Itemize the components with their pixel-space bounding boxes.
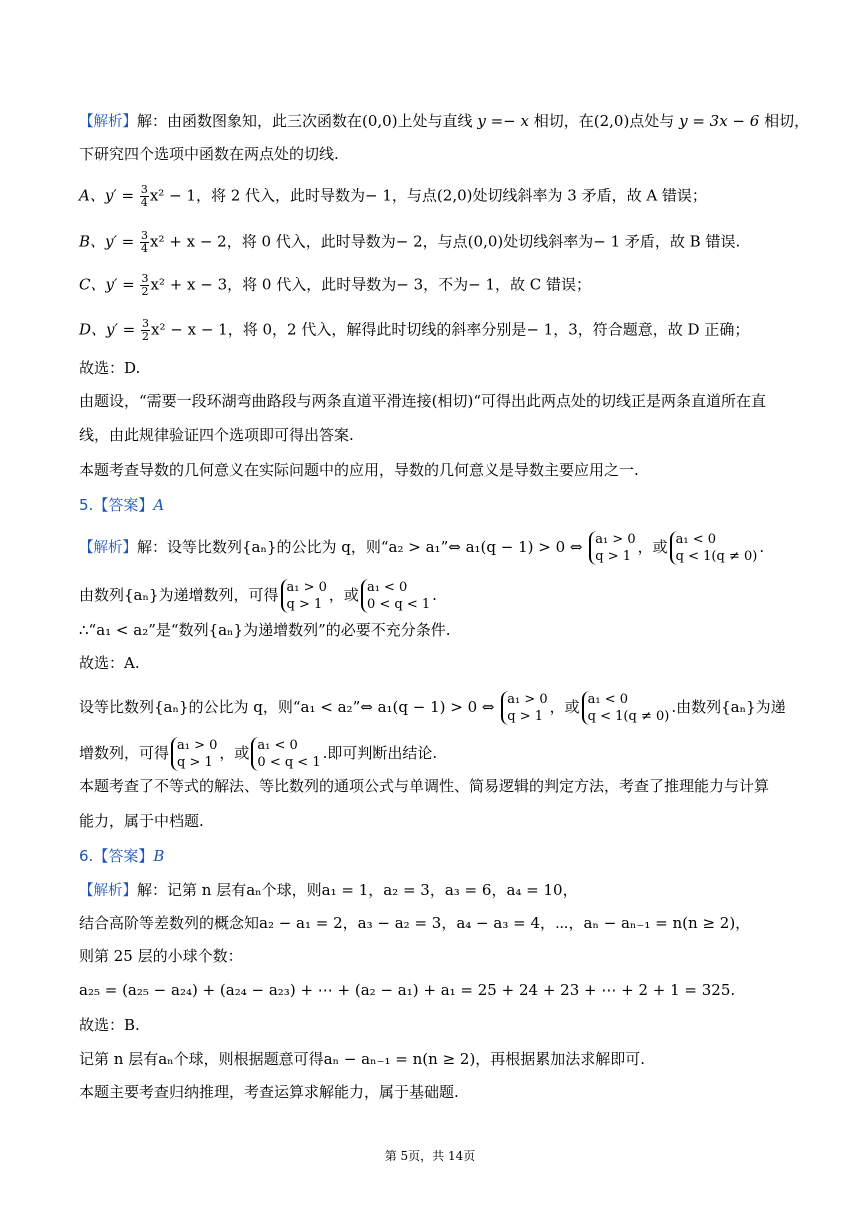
fraction: $\frac{3}{2}$ bbox=[141, 272, 149, 298]
q5-answer-line: 5.【答案】A bbox=[79, 496, 165, 514]
q6-choose: 故选：B. bbox=[79, 1016, 140, 1034]
q4-option-b: B、y′ = $\frac{3}{4}$ x² + x − 2，将 0 代入，此时导数为− 2，与点(0,0)处切线斜率为− 1 矛盾，故 B 错误. bbox=[79, 229, 741, 255]
q5-summary-line-1: 设等比数列{aₙ}的公比为 q，则“a₁ < a₂”⇔ a₁(q − 1) > 0 ⇔ a₁ > 0 q > 1 ，或 a₁ < 0 q < 1(q ≠ 0) .由数列{aₙ}为递 bbox=[79, 692, 786, 724]
q4-analysis-line-1: 【解析】解：由函数图象知，此三次函数在(0,0)上处与直线 y =− x 相切，在(2,0)点处与 y = 3x − 6 相切， bbox=[79, 112, 810, 130]
q5-analysis-line-1: 【解析】解：设等比数列{aₙ}的公比为 q，则“a₂ > a₁”⇔ a₁(q − 1) > 0 ⇔ a₁ > 0 q > 1 ，或 a₁ < 0 q < 1(q ≠ 0) . bbox=[79, 532, 765, 564]
q6-analysis-line-3: 则第 25 层的小球个数： bbox=[79, 947, 243, 965]
equation-system: a₁ < 0 q < 1(q ≠ 0) bbox=[582, 691, 670, 725]
q5-note-2: 能力，属于中档题. bbox=[79, 812, 204, 830]
analysis-tag: 【解析】 bbox=[79, 114, 137, 130]
equation-system: a₁ < 0 0 < q < 1 bbox=[251, 737, 320, 771]
equation-system: a₁ < 0 q < 1(q ≠ 0) bbox=[670, 531, 758, 565]
equation-system: a₁ > 0 q > 1 bbox=[501, 691, 547, 725]
q4-option-c: C、y′ = $\frac{3}{2}$ x² + x − 3，将 0 代入，此时导数为− 3，不为− 1，故 C 错误； bbox=[79, 272, 592, 298]
equation-system: a₁ < 0 0 < q < 1 bbox=[361, 579, 430, 613]
q4-option-a: A、y′ = $\frac{3}{4}$ x² − 1，将 2 代入，此时导数为− 1，与点(2,0)处切线斜率为 3 矛盾，故 A 错误； bbox=[79, 183, 707, 209]
q4-choose: 故选：D. bbox=[79, 359, 141, 377]
q5-summary-line-2: 增数列，可得 a₁ > 0 q > 1 ，或 a₁ < 0 0 < q < 1 .即可判断出结论. bbox=[79, 738, 438, 770]
fraction: $\frac{3}{2}$ bbox=[142, 317, 150, 343]
q6-note-1: 记第 n 层有aₙ个球，则根据题意可得aₙ − aₙ₋₁ = n(n ≥ 2)，再根据累加法求解即可. bbox=[79, 1050, 646, 1068]
equation-system: a₁ > 0 q > 1 bbox=[171, 737, 217, 771]
q5-note-1: 本题考查了不等式的解法、等比数列的通项公式与单调性、简易逻辑的判定方法，考查了推理能力与计算 bbox=[79, 777, 770, 795]
q6-analysis-line-4: a₂₅ = (a₂₅ − a₂₄) + (a₂₄ − a₂₃) + ⋯ + (a₂ − a₁) + a₁ = 25 + 24 + 23 + ⋯ + 2 + 1 = 325. bbox=[79, 981, 736, 999]
equation-system: a₁ > 0 q > 1 bbox=[589, 531, 635, 565]
q4-note-3: 本题考查导数的几何意义在实际问题中的应用，导数的几何意义是导数主要应用之一. bbox=[79, 461, 639, 479]
fraction: $\frac{3}{4}$ bbox=[140, 183, 148, 209]
q6-note-2: 本题主要考查归纳推理，考查运算求解能力，属于基础题. bbox=[79, 1083, 459, 1101]
fraction: $\frac{3}{4}$ bbox=[141, 229, 149, 255]
q4-analysis-line-2: 下研究四个选项中函数在两点处的切线. bbox=[79, 145, 339, 163]
q4-note-2: 线，由此规律验证四个选项即可得出答案. bbox=[79, 426, 354, 444]
q6-analysis-line-1: 【解析】解：记第 n 层有aₙ个球，则a₁ = 1，a₂ = 3，a₃ = 6，a₄ = 10， bbox=[79, 881, 578, 899]
q5-analysis-line-2: 由数列{aₙ}为递增数列，可得 a₁ > 0 q > 1 ，或 a₁ < 0 0 < q < 1 . bbox=[79, 580, 437, 612]
equation-system: a₁ > 0 q > 1 bbox=[281, 579, 327, 613]
q5-conclusion: ∴“a₁ < a₂”是“数列{aₙ}为递增数列”的必要不充分条件. bbox=[79, 621, 451, 639]
q4-note-1: 由题设，“需要一段环湖弯曲路段与两条直道平滑连接(相切)“可得出此两点处的切线正是两条直道所在直 bbox=[79, 392, 767, 410]
q6-analysis-line-2: 结合高阶等差数列的概念知a₂ − a₁ = 2，a₃ − a₂ = 3，a₄ − a₃ = 4，⋯，aₙ − aₙ₋₁ = n(n ≥ 2)， bbox=[79, 914, 751, 932]
page-footer: 第 5页，共 14页 bbox=[384, 1149, 476, 1163]
q4-option-d: D、y′ = $\frac{3}{2}$ x² − x − 1，将 0，2 代入，解得此时切线的斜率分别是− 1，3，符合题意，故 D 正确； bbox=[79, 317, 750, 343]
q6-answer-line: 6.【答案】B bbox=[79, 847, 165, 865]
q5-choose: 故选：A. bbox=[79, 654, 140, 672]
